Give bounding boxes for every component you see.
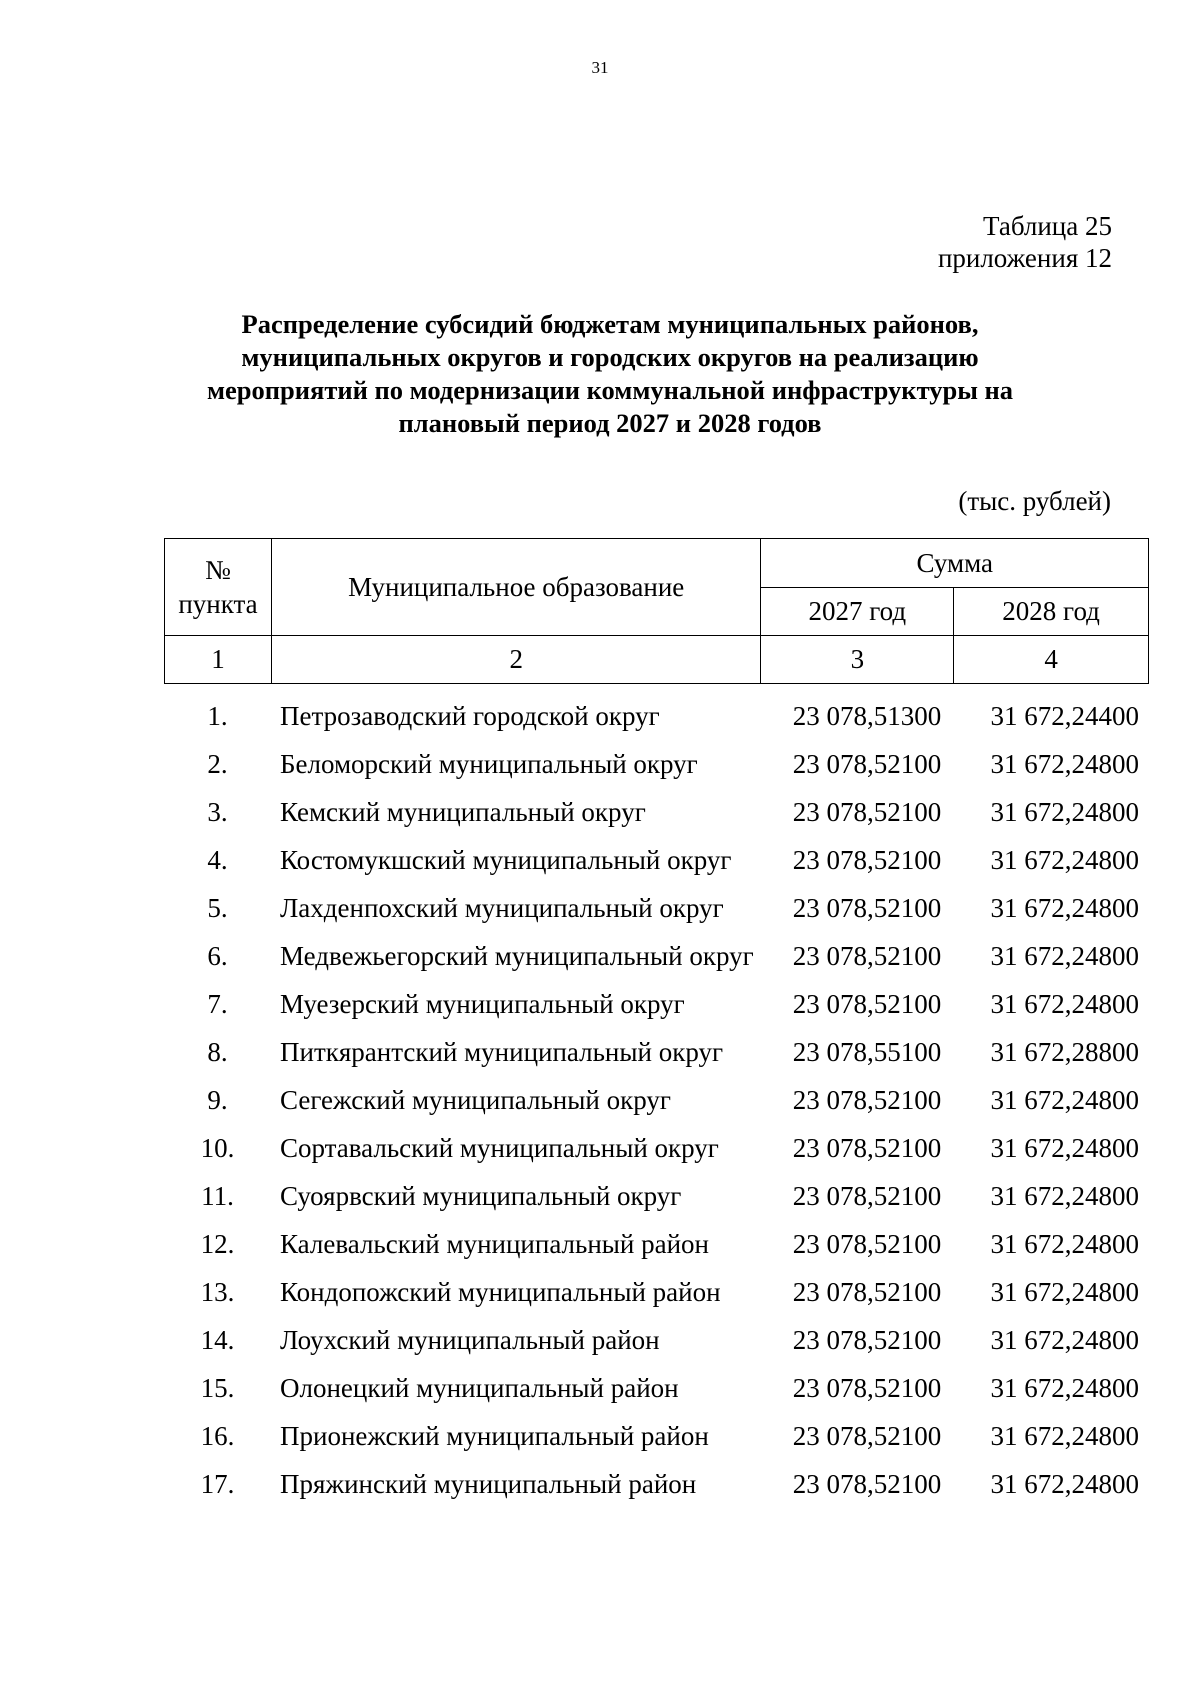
- header-index-2: 2: [271, 636, 761, 684]
- title-line: Распределение субсидий бюджетам муниципальных районов,: [241, 309, 979, 339]
- appendix-number: приложения 12: [937, 243, 1112, 273]
- row-amount-2028: 31 672,24800: [990, 1181, 1139, 1211]
- row-number: 16.: [200, 1421, 235, 1451]
- table-row: [164, 1412, 1149, 1460]
- row-municipality: Муезерский муниципальный округ: [280, 989, 685, 1019]
- row-amount-2028: 31 672,24800: [990, 1085, 1139, 1115]
- row-municipality: Сортавальский муниципальный округ: [280, 1133, 719, 1163]
- row-municipality: Медвежьегорский муниципальный округ: [280, 941, 754, 971]
- header-index-1: 1: [165, 636, 272, 684]
- table-row: [164, 1460, 1149, 1508]
- row-municipality: Лоухский муниципальный район: [280, 1325, 660, 1355]
- row-number: 2.: [207, 749, 228, 779]
- header-index-4: 4: [954, 636, 1149, 684]
- row-municipality: Петрозаводский городской округ: [280, 701, 660, 731]
- row-amount-2027: 23 078,52100: [792, 941, 942, 971]
- row-number: 1.: [207, 701, 228, 731]
- row-amount-2027: 23 078,52100: [792, 1373, 942, 1403]
- row-amount-2028: 31 672,24800: [990, 1277, 1139, 1307]
- row-amount-2027: 23 078,52100: [792, 845, 942, 875]
- header-number-label: пункта: [178, 589, 258, 619]
- table-row: [164, 1316, 1149, 1364]
- header-municipality: Муниципальное образование: [271, 539, 761, 636]
- table-row: [164, 1364, 1149, 1412]
- table-row: [164, 1172, 1149, 1220]
- row-number: 3.: [207, 797, 228, 827]
- table-reference: [938, 210, 1112, 274]
- title-line: плановый период 2027 и 2028 годов: [398, 408, 822, 438]
- row-amount-2027: 23 078,52100: [792, 1085, 942, 1115]
- table-row: [164, 1268, 1149, 1316]
- units-label: (тыс. рублей): [958, 486, 1111, 516]
- row-amount-2028: 31 672,24800: [990, 749, 1139, 779]
- row-number: 10.: [200, 1133, 235, 1163]
- document-title: [150, 308, 1070, 440]
- row-amount-2028: 31 672,24800: [990, 845, 1139, 875]
- row-number: 7.: [207, 989, 228, 1019]
- row-amount-2028: 31 672,24800: [990, 1133, 1139, 1163]
- row-amount-2028: 31 672,24800: [990, 1421, 1139, 1451]
- row-amount-2027: 23 078,52100: [792, 1133, 942, 1163]
- row-amount-2027: 23 078,52100: [792, 1277, 942, 1307]
- header-year-2027: 2027 год: [761, 588, 954, 636]
- table-row: [164, 884, 1149, 932]
- table-row: [164, 1076, 1149, 1124]
- table-row: [164, 1028, 1149, 1076]
- header-index-3: 3: [761, 636, 954, 684]
- row-amount-2028: 31 672,24800: [990, 1373, 1139, 1403]
- row-amount-2028: 31 672,24800: [990, 941, 1139, 971]
- row-municipality: Суоярвский муниципальный округ: [280, 1181, 682, 1211]
- row-municipality: Олонецкий муниципальный район: [280, 1373, 679, 1403]
- row-amount-2027: 23 078,52100: [792, 1229, 942, 1259]
- header-number-cell: [165, 539, 272, 636]
- header-year-2028: 2028 год: [954, 588, 1149, 636]
- title-line: муниципальных округов и городских округов на реализацию: [241, 342, 979, 372]
- row-amount-2027: 23 078,52100: [792, 989, 942, 1019]
- row-municipality: Беломорский муниципальный округ: [280, 749, 698, 779]
- table-row: [164, 1220, 1149, 1268]
- row-number: 5.: [207, 893, 228, 923]
- row-amount-2028: 31 672,24800: [990, 1325, 1139, 1355]
- row-municipality: Костомукшский муниципальный округ: [280, 845, 732, 875]
- row-amount-2027: 23 078,52100: [792, 1421, 942, 1451]
- row-amount-2027: 23 078,52100: [792, 1325, 942, 1355]
- row-amount-2028: 31 672,24400: [990, 701, 1139, 731]
- row-number: 17.: [200, 1469, 235, 1499]
- row-municipality: Сегежский муниципальный округ: [280, 1085, 671, 1115]
- row-amount-2028: 31 672,24800: [990, 989, 1139, 1019]
- row-number: 13.: [200, 1277, 235, 1307]
- row-number: 9.: [207, 1085, 228, 1115]
- row-amount-2027: 23 078,51300: [792, 701, 942, 731]
- row-number: 4.: [207, 845, 228, 875]
- row-amount-2027: 23 078,52100: [792, 797, 942, 827]
- table-header: [164, 538, 1149, 684]
- row-municipality: Калевальский муниципальный район: [280, 1229, 709, 1259]
- row-amount-2027: 23 078,55100: [792, 1037, 942, 1067]
- row-number: 14.: [200, 1325, 235, 1355]
- table-row: [164, 740, 1149, 788]
- row-number: 11.: [201, 1181, 234, 1211]
- table-row: [164, 980, 1149, 1028]
- row-amount-2028: 31 672,24800: [990, 893, 1139, 923]
- page-number: 31: [591, 58, 609, 77]
- table-number: Таблица 25: [983, 211, 1112, 241]
- row-amount-2028: 31 672,28800: [990, 1037, 1139, 1067]
- subsidies-table-body: [164, 692, 1149, 1508]
- row-number: 8.: [207, 1037, 228, 1067]
- header-sum: Сумма: [761, 539, 1149, 588]
- row-amount-2027: 23 078,52100: [792, 749, 942, 779]
- title-line: мероприятий по модернизации коммунальной инфраструктуры на: [206, 375, 1014, 405]
- table-row: [164, 836, 1149, 884]
- row-municipality: Лахденпохский муниципальный округ: [280, 893, 724, 923]
- row-number: 12.: [200, 1229, 235, 1259]
- table-row: [164, 1124, 1149, 1172]
- row-municipality: Прионежский муниципальный район: [280, 1421, 709, 1451]
- row-municipality: Питкярантский муниципальный округ: [280, 1037, 724, 1067]
- row-amount-2028: 31 672,24800: [990, 1469, 1139, 1499]
- row-number: 6.: [207, 941, 228, 971]
- table-row: [164, 932, 1149, 980]
- row-municipality: Кондопожский муниципальный район: [280, 1277, 721, 1307]
- table-row: [164, 788, 1149, 836]
- row-amount-2027: 23 078,52100: [792, 1469, 942, 1499]
- header-number-sign: №: [205, 555, 231, 585]
- row-number: 15.: [200, 1373, 235, 1403]
- row-amount-2028: 31 672,24800: [990, 1229, 1139, 1259]
- row-amount-2028: 31 672,24800: [990, 797, 1139, 827]
- table-row: [164, 692, 1149, 740]
- row-municipality: Кемский муниципальный округ: [280, 797, 646, 827]
- row-municipality: Пряжинский муниципальный район: [280, 1469, 697, 1499]
- row-amount-2027: 23 078,52100: [792, 893, 942, 923]
- row-amount-2027: 23 078,52100: [792, 1181, 942, 1211]
